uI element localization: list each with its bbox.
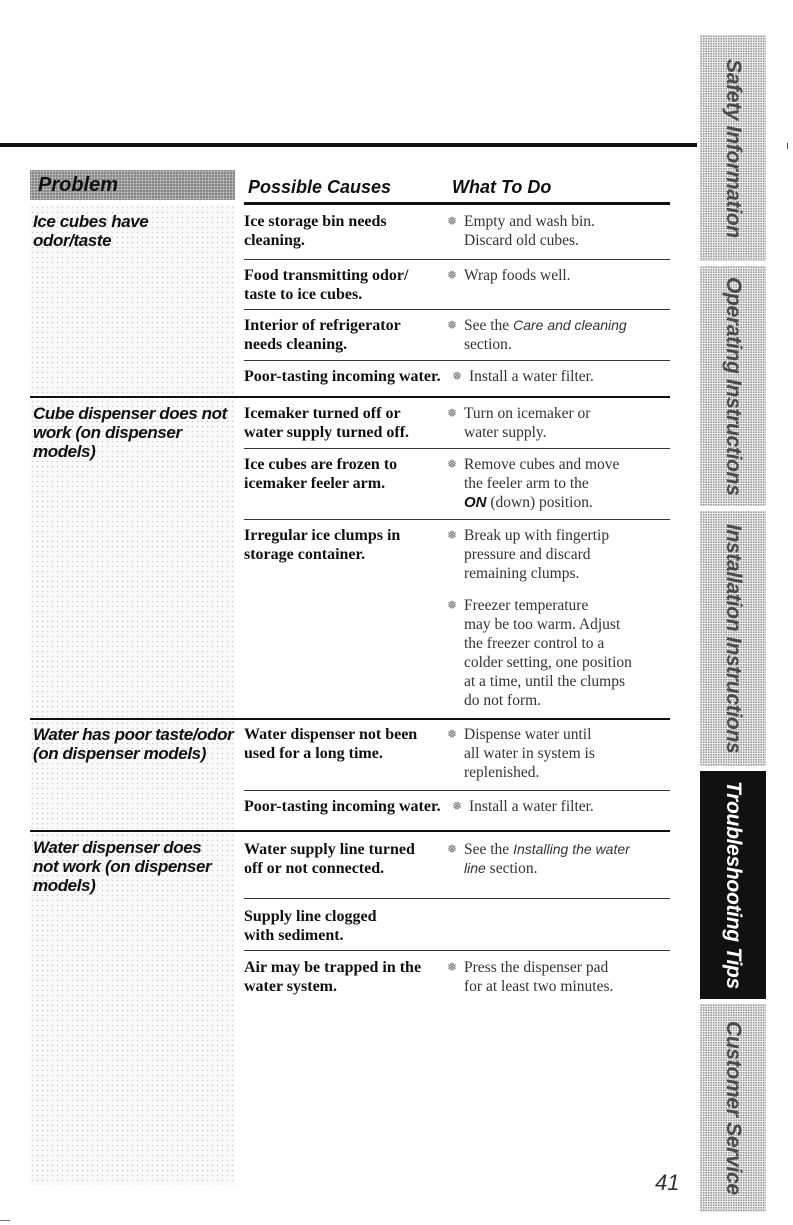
tab-safety-information[interactable]	[700, 35, 766, 261]
bullet-icon: ❅	[447, 598, 458, 612]
section-divider	[30, 830, 670, 832]
section-divider	[30, 718, 670, 720]
bullet-icon: ❅	[447, 406, 458, 420]
cause-divider	[244, 950, 670, 951]
bullet-icon: ❅	[447, 528, 458, 542]
cause-text: Food transmitting odor/ taste to ice cubes.	[244, 267, 409, 303]
page-number: 41	[655, 1170, 680, 1195]
problem-label: Water has poor taste/odor (on dispenser models)	[33, 725, 234, 763]
cause-text: Ice storage bin needs cleaning.	[244, 213, 387, 249]
tab-label: Customer Service	[722, 1021, 745, 1195]
tab-label: Safety Information	[722, 58, 745, 238]
action-item: ❅ Install a water filter.	[452, 798, 594, 815]
cause-text: Water dispenser not been used for a long time.	[244, 726, 418, 762]
action-item: ❅ Break up with fingertip pressure and discard remaining clumps.	[447, 527, 610, 582]
tab-customer-service[interactable]	[700, 1004, 766, 1212]
bullet-icon: ❅	[447, 457, 458, 471]
crop-mark	[0, 1220, 10, 1221]
cause-divider	[244, 309, 670, 310]
action-item: ❅ Freezer temperature may be too warm. Adjust the freezer control to a colder setting, one position at a time, until the clumps do not form.	[447, 597, 632, 709]
cause-text: Water supply line turned off or not connected.	[244, 841, 415, 877]
cause-text: Ice cubes are frozen to icemaker feeler arm.	[244, 456, 398, 492]
bullet-icon: ❅	[447, 214, 458, 228]
problem-column-header: Problem	[38, 174, 119, 196]
tab-installation-instructions[interactable]	[700, 511, 766, 766]
tab-troubleshooting-tips[interactable]	[700, 771, 766, 999]
bullet-icon: ❅	[447, 960, 458, 974]
bullet-icon: ❅	[447, 318, 458, 332]
action-item: ❅ Dispense water until all water in system is replenished.	[447, 726, 595, 781]
cause-text: Poor-tasting incoming water.	[244, 798, 441, 815]
todo-column-header: What To Do	[452, 177, 552, 197]
bullet-icon: ❅	[447, 842, 458, 856]
bullet-icon: ❅	[447, 268, 458, 282]
cause-text: Irregular ice clumps in storage container.	[244, 527, 401, 563]
cause-text: Icemaker turned off or water supply turned off.	[244, 405, 410, 441]
section-divider	[30, 396, 670, 398]
cause-divider	[244, 259, 670, 260]
problem-label: Water dispenser does not work (on dispenser models)	[33, 838, 212, 895]
margin-mark	[787, 143, 788, 149]
bullet-icon: ❅	[452, 799, 463, 813]
cause-divider	[244, 519, 670, 520]
action-item: ❅ Press the dispenser pad for at least two minutes.	[447, 959, 614, 995]
cause-text: Supply line clogged with sediment.	[244, 908, 377, 944]
tab-label: Installation Instructions	[722, 523, 745, 754]
tab-label: Operating Instructions	[722, 276, 745, 496]
action-item: ❅ Install a water filter.	[452, 368, 594, 385]
action-item: ❅ Turn on icemaker or water supply.	[447, 405, 591, 441]
cause-text: Interior of refrigerator needs cleaning.	[244, 317, 401, 353]
action-item: ❅ See the Installing the water line section.	[447, 841, 630, 877]
cause-divider	[244, 898, 670, 899]
action-item: ❅ See the Care and cleaning section.	[447, 317, 627, 353]
action-item: ❅ Wrap foods well.	[447, 267, 571, 284]
cause-divider	[244, 448, 670, 449]
problem-label: Cube dispenser does not work (on dispenser models)	[33, 404, 227, 461]
tab-label: Troubleshooting Tips	[722, 781, 745, 989]
top-rule	[0, 143, 697, 147]
action-item: ❅ Empty and wash bin. Discard old cubes.	[447, 213, 595, 249]
cause-text: Poor-tasting incoming water.	[244, 368, 441, 385]
bullet-icon: ❅	[452, 369, 463, 383]
action-item: ❅ Remove cubes and move the feeler arm to the ON (down) position.	[447, 456, 620, 511]
cause-text: Air may be trapped in the water system.	[244, 959, 422, 995]
causes-column-header: Possible Causes	[248, 177, 392, 197]
problem-label: Ice cubes have odor/taste	[33, 212, 149, 250]
header-rule	[244, 202, 670, 205]
tab-operating-instructions[interactable]	[700, 266, 766, 506]
cause-divider	[244, 360, 670, 361]
bullet-icon: ❅	[447, 727, 458, 741]
cause-divider	[244, 790, 670, 791]
